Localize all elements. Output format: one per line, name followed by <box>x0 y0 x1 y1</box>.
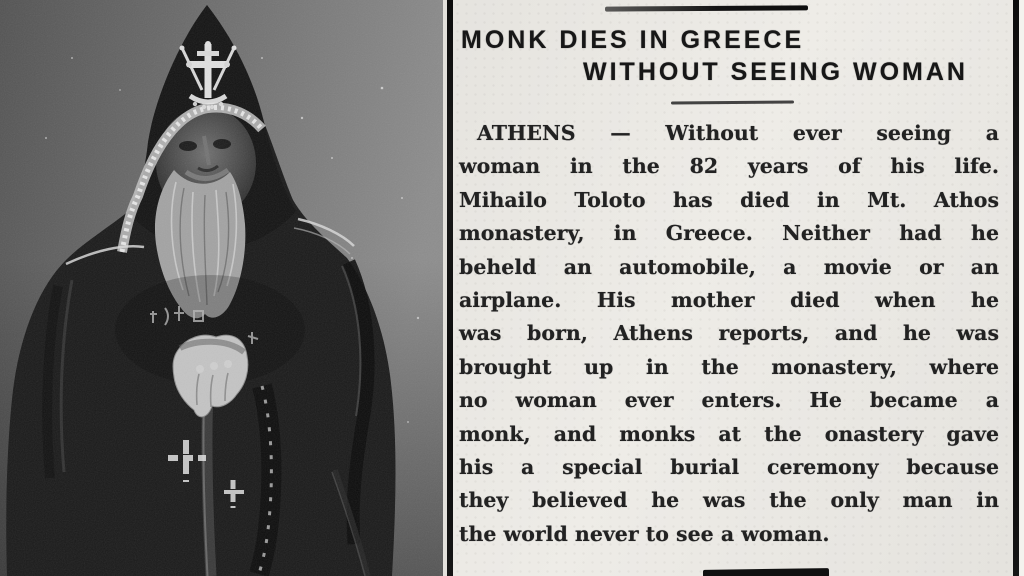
article-line: ATHENS — Without ever seeing a <box>477 121 999 145</box>
monk-photo <box>0 0 443 576</box>
headline-line-2: WITHOUT SEEING WOMAN <box>583 58 968 86</box>
article-line: airplane. His mother died when he <box>459 288 999 313</box>
right-paper-edge <box>1019 0 1024 576</box>
article-line: was born, Athens reports, and he was <box>459 321 999 346</box>
article-line: monk, and monks at the onastery gave <box>459 421 999 446</box>
top-rule <box>605 5 808 11</box>
article-line: they believed he was the only man in <box>459 488 999 513</box>
article-line: Mihailo Toloto has died in Mt. Athos <box>459 187 999 212</box>
article-column <box>453 0 1013 576</box>
article-line: brought up in the monastery, where <box>459 354 999 379</box>
article-line: the world never to see a woman. <box>459 521 830 546</box>
article-line: monastery, in Greece. Neither had he <box>459 221 999 246</box>
headline-line-1: MONK DIES IN GREECE <box>461 26 805 54</box>
article-body <box>459 117 999 551</box>
next-article-rule-partial <box>703 568 829 576</box>
monk-photo-illustration <box>0 0 443 576</box>
article-line: beheld an automobile, a movie or an <box>459 254 999 279</box>
article-line: woman in the 82 years of his life. <box>459 154 999 179</box>
headline-divider-rule <box>671 100 794 104</box>
film-grain-overlay <box>0 0 443 576</box>
article-line: his a special burial ceremony because <box>459 455 999 480</box>
article-line: no woman ever enters. He became a <box>459 388 999 413</box>
